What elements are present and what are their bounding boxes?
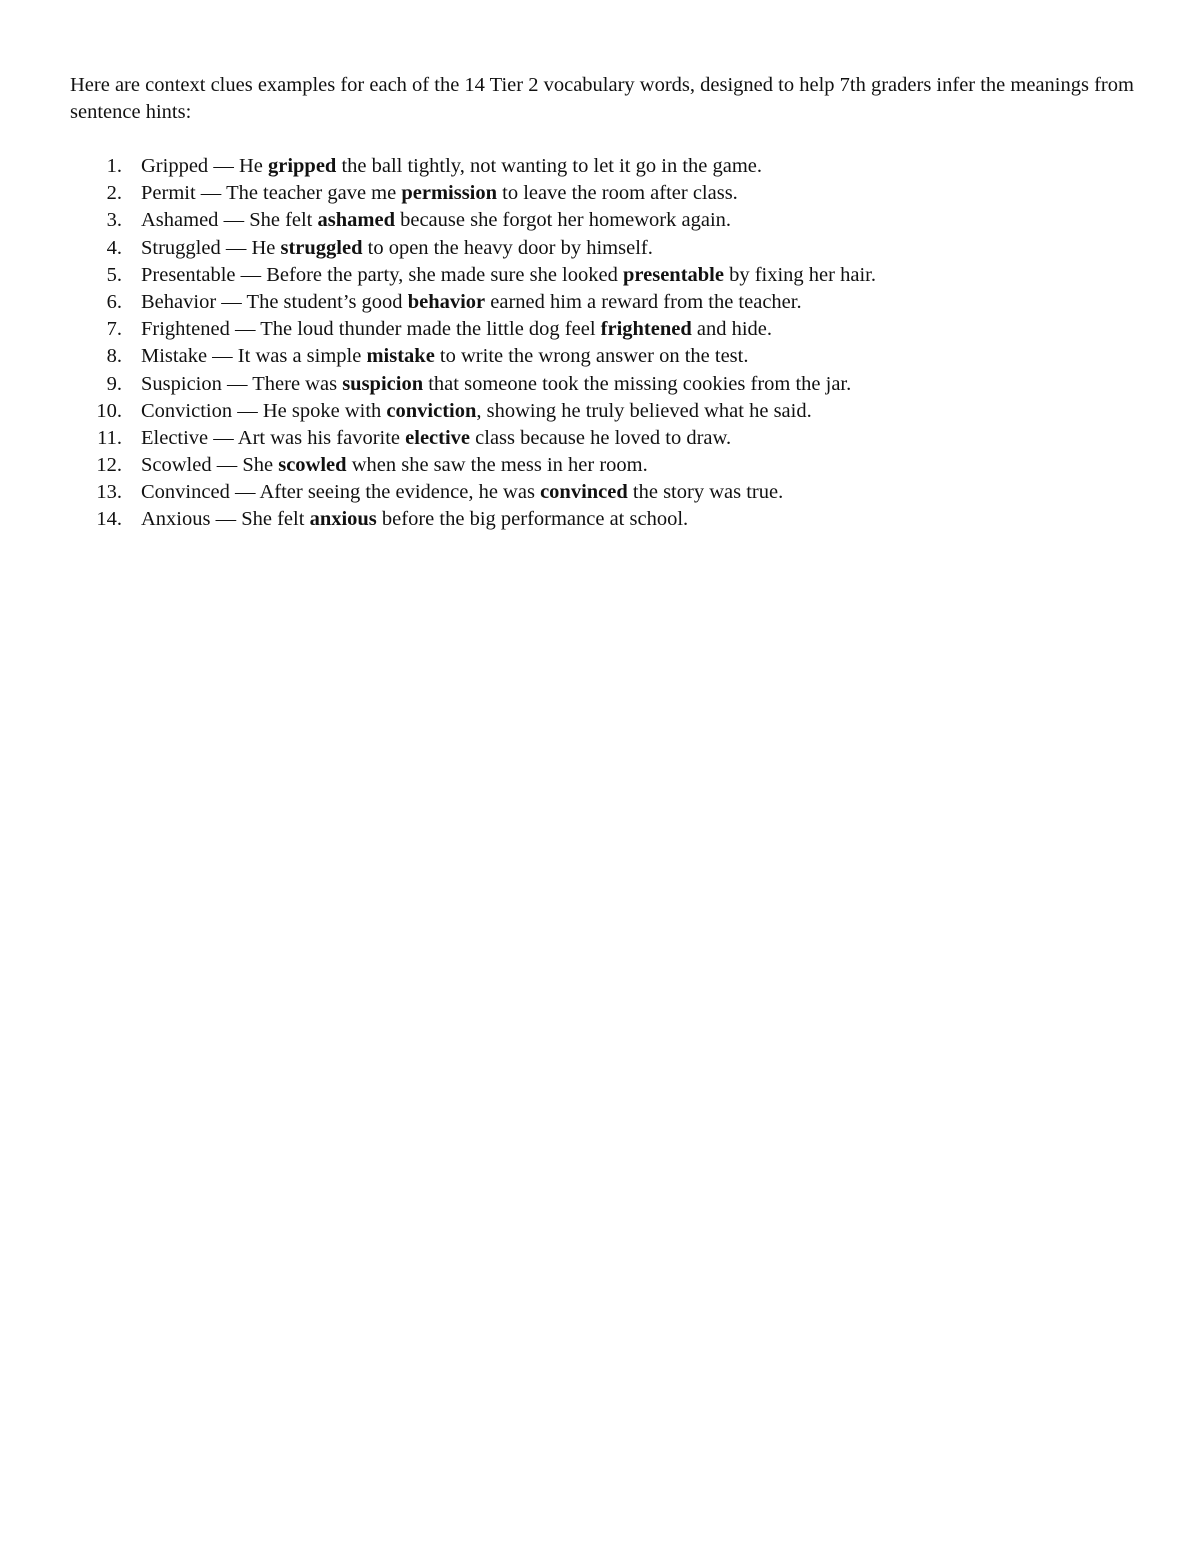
- sentence-end: and hide.: [691, 318, 773, 341]
- bold-word: permission: [401, 182, 498, 205]
- vocab-dash: —: [210, 508, 242, 531]
- bold-word: gripped: [267, 155, 337, 177]
- bold-word: behavior: [407, 290, 486, 313]
- bold-word: frightened: [600, 318, 692, 341]
- list-item-text: [141, 180, 738, 207]
- bold-word: presentable: [622, 263, 724, 286]
- bold-word: anxious: [309, 508, 377, 531]
- sentence-end: before the big performance at school.: [376, 508, 689, 531]
- bold-word: convinced: [540, 481, 628, 504]
- list-item-text: [141, 289, 802, 316]
- vocab-word: Anxious: [141, 508, 211, 531]
- list-item-text: [141, 153, 762, 180]
- list-item: [0, 235, 1150, 262]
- list-item-number: 5.: [106, 263, 122, 286]
- sentence-end: by fixing her hair.: [723, 263, 876, 286]
- vocab-word: Gripped: [141, 155, 209, 177]
- sentence-start: She: [242, 454, 279, 477]
- list-item: [0, 398, 1150, 425]
- vocab-word: Convinced: [141, 481, 230, 504]
- vocab-word: Conviction: [141, 399, 233, 422]
- list-item: [0, 289, 1150, 316]
- vocab-word: Elective: [141, 426, 209, 449]
- vocab-dash: —: [220, 236, 252, 259]
- sentence-end: earned him a reward from the teacher.: [485, 290, 802, 313]
- list-item-number: 14.: [96, 508, 122, 531]
- list-item-number: 9.: [106, 372, 122, 395]
- list-item-text: [141, 207, 731, 234]
- list-item: [0, 506, 1150, 533]
- sentence-start: Art was his favorite: [237, 426, 406, 449]
- list-item-text: [141, 398, 812, 425]
- list-item: [0, 343, 1150, 370]
- vocab-dash: —: [221, 372, 253, 395]
- sentence-start: She felt: [241, 508, 310, 531]
- sentence-start: He: [238, 155, 268, 177]
- sentence-start: Before the party, she made sure she looked: [266, 263, 623, 286]
- list-item: [0, 479, 1150, 506]
- vocab-dash: —: [218, 209, 250, 232]
- vocab-dash: —: [208, 155, 239, 177]
- bold-word: conviction: [386, 399, 477, 422]
- sentence-end: the story was true.: [627, 481, 784, 504]
- sentence-end: that someone took the missing cookies from the jar.: [423, 372, 852, 395]
- vocab-word: Struggled: [141, 236, 221, 259]
- list-item-number: 8.: [106, 345, 122, 368]
- sentence-end: when she saw the mess in her room.: [346, 454, 648, 477]
- list-item-text: [141, 479, 783, 506]
- list-item-text: [141, 425, 731, 452]
- sentence-end: because she forgot her homework again.: [394, 209, 732, 232]
- vocab-word: Frightened: [141, 318, 230, 341]
- vocab-word: Mistake: [141, 345, 208, 368]
- vocab-dash: —: [232, 399, 263, 422]
- vocabulary-list: [0, 153, 1150, 534]
- list-item-text: [141, 262, 876, 289]
- vocab-dash: —: [207, 345, 238, 368]
- sentence-start: After seeing the evidence, he was: [259, 481, 541, 504]
- vocab-word: Behavior: [141, 290, 217, 313]
- list-item-number: 13.: [96, 481, 122, 504]
- list-item-text: [141, 343, 748, 370]
- list-item: [0, 425, 1150, 452]
- list-item-number: 3.: [106, 209, 122, 232]
- sentence-start: There was: [252, 372, 343, 395]
- sentence-end: class because he loved to draw.: [470, 426, 732, 449]
- intro-paragraph: Here are context clues examples for each of the 14 Tier 2 vocabulary words, designed to help 7th graders infer the meanings from sentence hints:: [70, 74, 1134, 123]
- bold-word: mistake: [366, 345, 435, 368]
- vocab-dash: —: [229, 481, 260, 504]
- list-item-text: [141, 452, 648, 479]
- vocab-word: Permit: [141, 182, 196, 205]
- sentence-start: The student’s good: [246, 290, 408, 313]
- list-item-text: [141, 371, 851, 398]
- list-item-text: [141, 316, 772, 343]
- vocab-word: Presentable: [141, 263, 236, 286]
- list-item-number: 6.: [106, 290, 122, 313]
- vocab-dash: —: [195, 182, 227, 205]
- list-item-number: 1.: [106, 155, 122, 177]
- sentence-start: It was a simple: [237, 345, 367, 368]
- sentence-start: He: [251, 236, 281, 259]
- list-item: [0, 452, 1150, 479]
- bold-word: scowled: [278, 454, 347, 477]
- list-item: [0, 316, 1150, 343]
- vocab-dash: —: [229, 318, 261, 341]
- list-item-number: 7.: [106, 318, 122, 341]
- vocab-dash: —: [208, 426, 238, 449]
- list-item-number: 4.: [106, 236, 122, 259]
- list-item-number: 11.: [97, 426, 122, 449]
- sentence-end: to write the wrong answer on the test.: [434, 345, 749, 368]
- bold-word: struggled: [280, 236, 363, 259]
- list-item-text: [141, 235, 653, 262]
- sentence-end: , showing he truly believed what he said.: [476, 399, 812, 422]
- sentence-start: The loud thunder made the little dog feel: [260, 318, 601, 341]
- bold-word: elective: [405, 426, 471, 449]
- sentence-start: The teacher gave me: [226, 182, 402, 205]
- list-item: [0, 262, 1150, 289]
- sentence-end: the ball tightly, not wanting to let it go in the game.: [336, 155, 763, 177]
- list-item: [0, 207, 1150, 234]
- vocab-dash: —: [211, 454, 243, 477]
- vocab-dash: —: [235, 263, 267, 286]
- vocab-word: Suspicion: [141, 372, 222, 395]
- list-item: [0, 180, 1150, 207]
- sentence-end: to leave the room after class.: [497, 182, 738, 205]
- sentence-end: to open the heavy door by himself.: [362, 236, 653, 259]
- list-item-number: 10.: [96, 399, 122, 422]
- vocab-word: Scowled: [141, 454, 212, 477]
- list-item: [0, 153, 1150, 180]
- vocab-dash: —: [216, 290, 247, 313]
- list-item-number: 12.: [96, 454, 122, 477]
- sentence-start: She felt: [249, 209, 318, 232]
- bold-word: ashamed: [317, 209, 395, 232]
- bold-word: suspicion: [342, 372, 424, 395]
- vocab-word: Ashamed: [141, 209, 219, 232]
- list-item: [0, 371, 1150, 398]
- sentence-start: He spoke with: [262, 399, 387, 422]
- list-item-text: [141, 506, 688, 533]
- list-item-number: 2.: [106, 182, 122, 205]
